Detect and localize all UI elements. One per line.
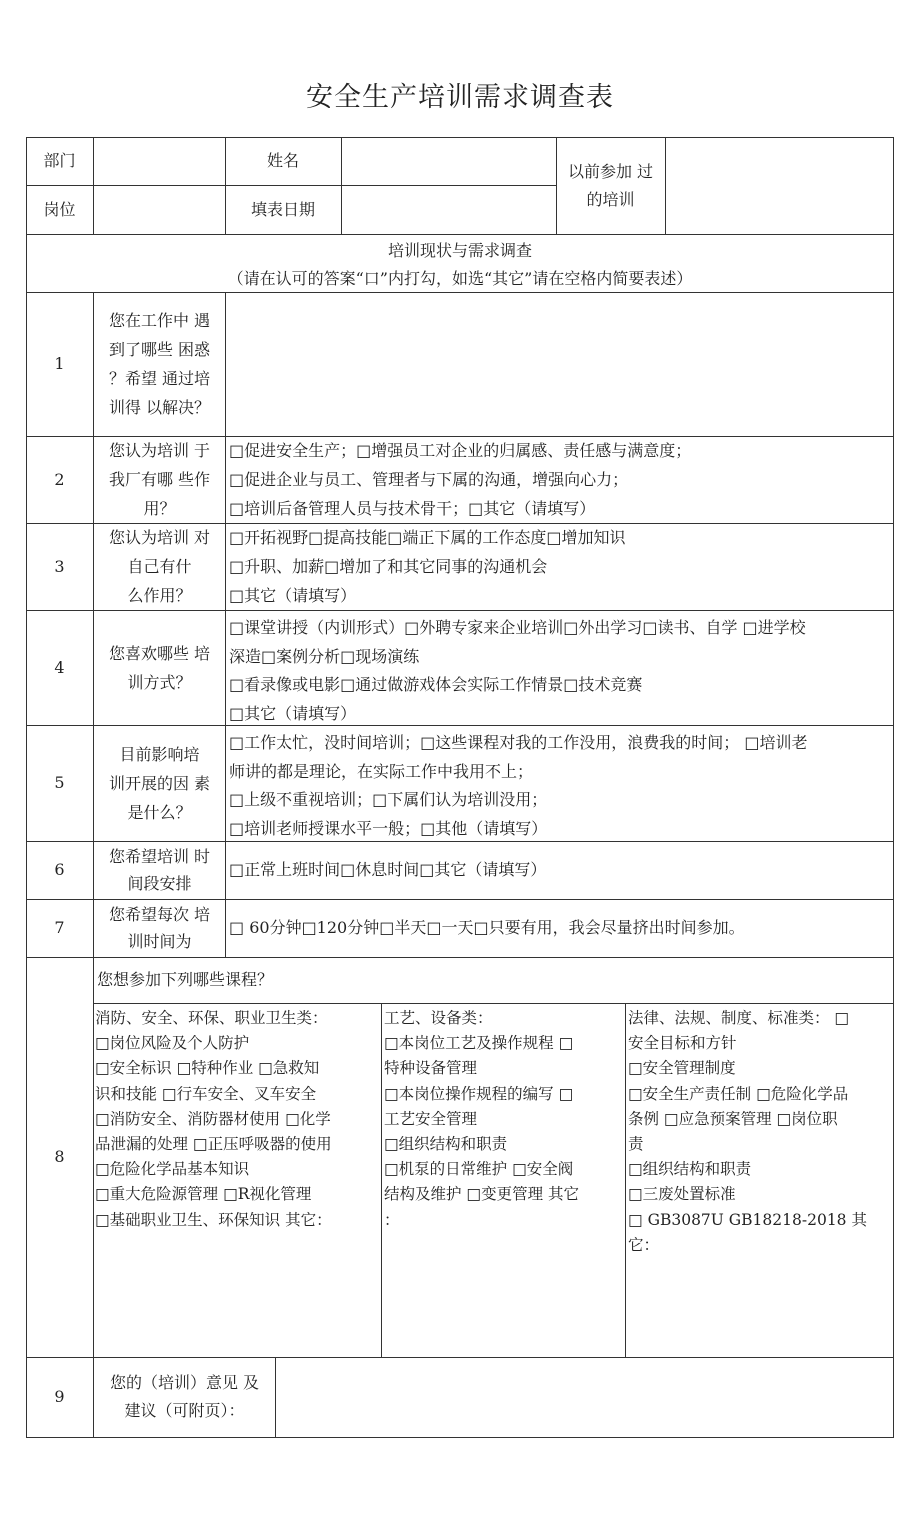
past-training-label: 以前参加 过 的培训 [567, 161, 654, 209]
section-instruction: （请在认可的答案“口”内打勾，如选“其它”请在空格内简要表述） [227, 269, 693, 288]
answer-options[interactable]: □课堂讲授（内训形式）□外聘专家来企业培训□外出学习□读书、自学 □进学校 深造□案例分析□现场演练 □看录像或电影□通过做游戏体会实际工作情景□技术竞赛 □其它（请填写） [229, 618, 806, 723]
row-number: 2 [54, 469, 65, 489]
row-number: 7 [54, 918, 65, 937]
question-text: 您希望培训 时 间段安排 [108, 847, 211, 893]
question-text: 您喜欢哪些 培 训方式？ [108, 643, 211, 692]
question-text: 您认为培训 对 自己有什 么作用？ [108, 528, 211, 605]
row-number: 1 [54, 354, 65, 373]
row-number: 3 [54, 556, 65, 576]
section-heading: 培训现状与需求调查 [387, 241, 532, 260]
dept-field[interactable] [94, 138, 225, 185]
row-number: 5 [54, 773, 65, 792]
post-label: 岗位 [43, 199, 76, 219]
date-label: 填表日期 [250, 199, 315, 219]
name-field[interactable] [342, 138, 556, 185]
answer-options[interactable]: □开拓视野□提高技能□端正下属的工作态度□增加知识 □升职、加薪□增加了和其它同事的沟通机会 □其它（请填写） [229, 528, 626, 605]
post-field[interactable] [94, 186, 225, 234]
row-number: 8 [54, 1147, 65, 1166]
course-category-process[interactable]: 工艺、设备类： □本岗位工艺及操作规程 □ 特种设备管理 □本岗位操作规程的编写 □ 工艺安全管理 □组织结构和职责 □机泵的日常维护 □安全阀 结构及维护 □变更管理 其它 ： [384, 1009, 579, 1229]
question-text: 您的（培训）意见 及 建议（可附页）： [109, 1373, 260, 1420]
date-field[interactable] [342, 186, 556, 234]
answer-field[interactable] [226, 293, 893, 436]
suggestion-field[interactable] [276, 1358, 893, 1437]
course-category-law[interactable]: 法律、法规、制度、标准类： □ 安全目标和方针 □安全管理制度 □安全生产责任制 □危险化学品 条例 □应急预案管理 □岗位职 责 □组织结构和职责 □三废处置标准 □ GB3087U GB18218-2018 其它： [628, 1009, 867, 1254]
answer-options[interactable]: □工作太忙，没时间培训；□这些课程对我的工作没用，浪费我的时间； □培训老 师讲的都是理论，在实际工作中我用不上； □上级不重视培训；□下属们认为培训没用； □培训老师授课水平一般；□其他（请填写） [229, 733, 808, 838]
row-number: 6 [54, 860, 65, 879]
past-training-field[interactable] [666, 138, 893, 234]
question-text: 您希望每次 培 训时间为 [108, 905, 211, 951]
answer-options[interactable]: □正常上班时间□休息时间□其它（请填写） [229, 860, 547, 879]
question-text: 您在工作中 遇 到了哪些 困惑 ？希望 通过培 训得 以解决？ [108, 311, 211, 417]
page-title: 安全生产培训需求调查表 [306, 82, 614, 113]
question-text: 您想参加下列哪些课程？ [97, 970, 274, 989]
course-category-safety[interactable]: 消防、安全、环保、职业卫生类： □岗位风险及个人防护 □安全标识 □特种作业 □急救知 识和技能 □行车安全、叉车安全 □消防安全、消防器材使用 □化学 品泄漏的处理 □正压呼吸器的使用 □危险化学品基本知识 □重大危险源管理 □R视化管理 □基础职业卫生、环保知识 其它： [95, 1009, 332, 1229]
dept-label: 部门 [43, 151, 76, 170]
row-number: 9 [54, 1387, 65, 1406]
question-text: 您认为培训 于 我厂有哪 些作 用？ [108, 441, 211, 518]
answer-options[interactable]: □ 60分钟□120分钟□半天□一天□只要有用，我会尽量挤出时间参加。 [229, 918, 745, 937]
name-label: 姓名 [266, 151, 299, 170]
question-text: 目前影响培 训开展的因 素 是什么？ [108, 744, 211, 822]
row-number: 4 [54, 657, 65, 677]
answer-options[interactable]: □促进安全生产；□增强员工对企业的归属感、责任感与满意度； □促进企业与员工、管理者与下属的沟通，增强向心力； □培训后备管理人员与技术骨干；□其它（请填写） [229, 441, 692, 518]
